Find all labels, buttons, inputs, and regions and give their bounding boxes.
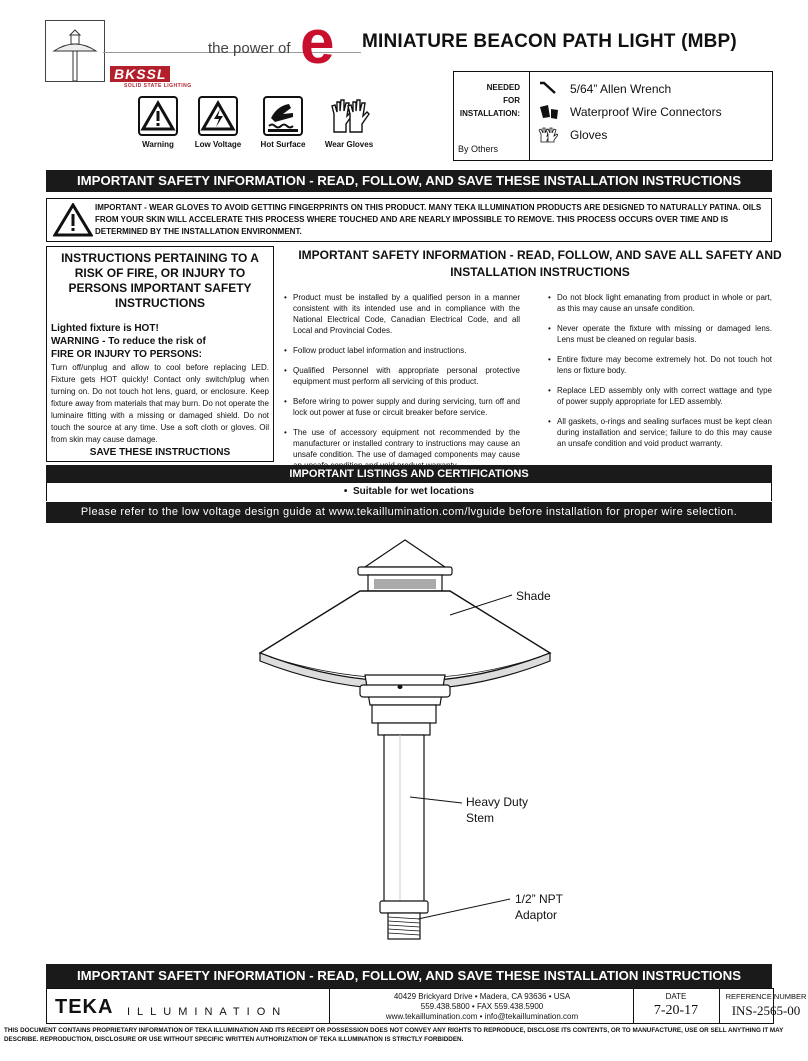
fire-box-hot: Lighted fixture is HOT! bbox=[51, 323, 159, 334]
set-screw bbox=[398, 685, 403, 689]
needed-label: NEEDED FOR INSTALLATION: bbox=[459, 83, 520, 118]
hazard-hot-surface bbox=[256, 96, 310, 149]
list-item: • Follow product label information and instructions. bbox=[284, 345, 520, 356]
hazard-label: Hot Surface bbox=[260, 140, 306, 149]
footer-contact[interactable]: www.tekaillumination.com • info@tekaillumination.com bbox=[385, 1012, 579, 1021]
fire-box-save: SAVE THESE INSTRUCTIONS bbox=[89, 447, 231, 458]
list-item: • Do not block light emanating from product in whole or part, as this may cause an unsafe condition. bbox=[548, 292, 772, 314]
safety-bar-top: IMPORTANT SAFETY INFORMATION - READ, FOLLOW, AND SAVE THESE INSTALLATION INSTRUCTIONS bbox=[46, 170, 772, 192]
fire-box-warning: WARNING - To reduce the risk of bbox=[51, 336, 206, 347]
hazard-warning bbox=[133, 96, 183, 149]
teka-logo-sub: ILLUMINATION bbox=[127, 1006, 288, 1018]
label-shade: Shade bbox=[516, 589, 551, 603]
gloves-icon bbox=[328, 96, 370, 136]
safety-list-left bbox=[284, 292, 520, 480]
needed-item-label: Waterproof Wire Connectors bbox=[570, 105, 722, 119]
safety-list-right bbox=[548, 292, 772, 458]
footer-box bbox=[46, 988, 807, 1024]
collar bbox=[372, 705, 436, 723]
cap bbox=[365, 540, 445, 567]
voltage-triangle-icon bbox=[198, 96, 238, 136]
listings-item-row bbox=[46, 483, 772, 501]
collar-lower bbox=[378, 723, 430, 735]
needed-divider bbox=[529, 72, 530, 160]
ref-label: REFERENCE NUMBER bbox=[725, 992, 807, 1001]
hazard-label: Warning bbox=[142, 140, 174, 149]
hazard-wear-gloves bbox=[320, 96, 378, 149]
listings-title: IMPORTANT LISTINGS AND CERTIFICATIONS bbox=[46, 465, 772, 483]
list-item: • Entire fixture may become extremely hot. Do not touch hot lens or fixture body. bbox=[548, 354, 772, 376]
hazard-label: Wear Gloves bbox=[324, 140, 374, 149]
hazard-low-voltage bbox=[190, 96, 246, 149]
safety-bar-bottom: IMPORTANT SAFETY INFORMATION - READ, FOLLOW, AND SAVE THESE INSTALLATION INSTRUCTIONS bbox=[46, 964, 772, 988]
tagline: the power of bbox=[208, 40, 291, 57]
tagline-letter: e bbox=[300, 8, 335, 77]
adaptor-nut bbox=[380, 901, 428, 913]
listings-item: Suitable for wet locations bbox=[352, 486, 475, 497]
label-adaptor: 1/2” NPT Adaptor bbox=[515, 892, 564, 922]
needed-item bbox=[538, 104, 722, 125]
wire-connector-icon bbox=[538, 104, 560, 120]
bullet: • bbox=[343, 486, 353, 497]
list-item: • All gaskets, o-rings and sealing surfaces must be kept clean during installation and service; failure to do this may cause an unsafe condition and void product warranty. bbox=[548, 416, 772, 449]
needed-item bbox=[538, 81, 672, 100]
needed-item-label: 5/64” Allen Wrench bbox=[570, 82, 672, 96]
fire-box-warning: FIRE OR INJURY TO PERSONS: bbox=[51, 349, 202, 360]
stem bbox=[384, 735, 424, 903]
cap-band bbox=[358, 567, 452, 575]
brand-sub: SOLID STATE LIGHTING bbox=[124, 83, 192, 89]
date-label: DATE bbox=[665, 992, 687, 1001]
lantern-window bbox=[374, 579, 436, 589]
page-title: MINIATURE BEACON PATH LIGHT (MBP) bbox=[362, 31, 737, 52]
coupler bbox=[360, 685, 450, 697]
fire-box bbox=[46, 246, 274, 462]
hazard-label: Low Voltage bbox=[194, 140, 242, 149]
fire-box-body: Turn off/unplug and allow to cool before replacing LED. Fixture gets HOT quickly! Contact only switch/plug when turning on. Do not touch hot lens, guard, or enclosure. Keep fixture away from materials that may burn. Do not operate the luminaire fitting with a missing or damaged shield. Do not touch the source at any time. Use a soft cloth or gloves. Oil from skin may cause damage. bbox=[51, 363, 269, 444]
gloves-icon bbox=[538, 127, 558, 143]
list-item: • The use of accessory equipment not recommended by the manufacturer or installed contrary to instructions may cause an unsafe condition. The use of damaged components may cause bbox=[284, 427, 520, 471]
footer-address: 40429 Brickyard Drive • Madera, CA 93636 • USA 559.438.5800 • FAX 559.438.5900 www.tekaillumination.com • info@tekaillumination.com bbox=[331, 992, 633, 1022]
ref-value: INS-2565-00 bbox=[731, 1003, 801, 1018]
date-value: 7-20-17 bbox=[653, 1003, 699, 1018]
safety-all-title: IMPORTANT SAFETY INFORMATION - READ, FOLLOW, AND SAVE ALL SAFETY AND INSTALLATION INSTRUCTIONS bbox=[298, 248, 782, 279]
gloves-warning-text: IMPORTANT - WEAR GLOVES TO AVOID GETTING FINGERPRINTS ON THIS PRODUCT. MANY TEKA ILLUMINATION PRODUCTS ARE DESIGNED TO NATURALLY PATINA. OILS FROM YOUR SKIN WILL ACCELERATE THIS PROCESS WHERE TOUCHED AND ARE NEARLY IMPOSSIBLE TO REMOVE. THIS PROCESS OCCURS OVER TIME AND IS DETERMINED BY THE INSTALLATION ENVIRONMENT. bbox=[95, 203, 762, 236]
fixture-diagram bbox=[250, 535, 560, 955]
list-item: • Qualified Personnel with appropriate personal protective equipment must perform all servicing of this product. bbox=[284, 365, 520, 387]
label-stem: Heavy Duty Stem bbox=[466, 795, 529, 825]
brand-logo: BKSSL bbox=[110, 66, 170, 82]
allen-wrench-icon bbox=[538, 81, 558, 95]
gloves-warning-box bbox=[46, 198, 772, 242]
needed-item-label: Gloves bbox=[570, 128, 608, 142]
warning-triangle-icon bbox=[53, 203, 93, 237]
footer-divider bbox=[329, 989, 330, 1023]
legal-notice: THIS DOCUMENT CONTAINS PROPRIETARY INFORMATION OF TEKA ILLUMINATION AND ITS RECEIPT OR POSSESSION DOES NOT CONVEY ANY RIGHTS TO REPRODUCE, DISCLOSE ITS CONTENTS, OR TO MANUFACTURE, USE OR SELL ANYTHING IT MAY DESCRIBE. REPRODUCTION, DISCLOSURE OR USE WITHOUT SPECIFIC WRITTEN AUTHORIZATION OF TEKA ILLUMINATION IS STRICTLY FORBIDDEN. bbox=[4, 1027, 784, 1043]
list-item: • Replace LED assembly only with correct wattage and type of power supply appropriate for LED assembly. bbox=[548, 385, 772, 407]
fire-box-title: INSTRUCTIONS PERTAINING TO A RISK OF FIRE, OR INJURY TO PERSONS IMPORTANT SAFETY INSTRUCTIONS bbox=[61, 251, 259, 310]
list-item: • Never operate the fixture with missing or damaged lens. Lens must be cleaned on regular basis. bbox=[548, 323, 772, 345]
needed-box bbox=[453, 71, 773, 161]
lv-guide-banner: Please refer to the low voltage design guide at www.tekaillumination.com/lvguide before installation for proper wire selection. bbox=[46, 502, 772, 523]
leader-adaptor bbox=[418, 899, 510, 919]
hot-surface-icon bbox=[263, 96, 303, 136]
teka-logo: TEKA bbox=[55, 996, 114, 1018]
by-others: By Others bbox=[458, 144, 499, 154]
product-thumbnail bbox=[45, 20, 105, 82]
list-item: • Before wiring to power supply and during servicing, turn off and lock out power at fuse or circuit breaker before service. bbox=[284, 396, 520, 418]
list-item: • Product must be installed by a qualified person in a manner consistent with its intended use and in compliance with the National Electrical Code, Canadian Electrical Code, and all Local and Provincial Codes. bbox=[284, 292, 520, 336]
warning-triangle-icon bbox=[138, 96, 178, 136]
needed-item bbox=[538, 127, 608, 148]
